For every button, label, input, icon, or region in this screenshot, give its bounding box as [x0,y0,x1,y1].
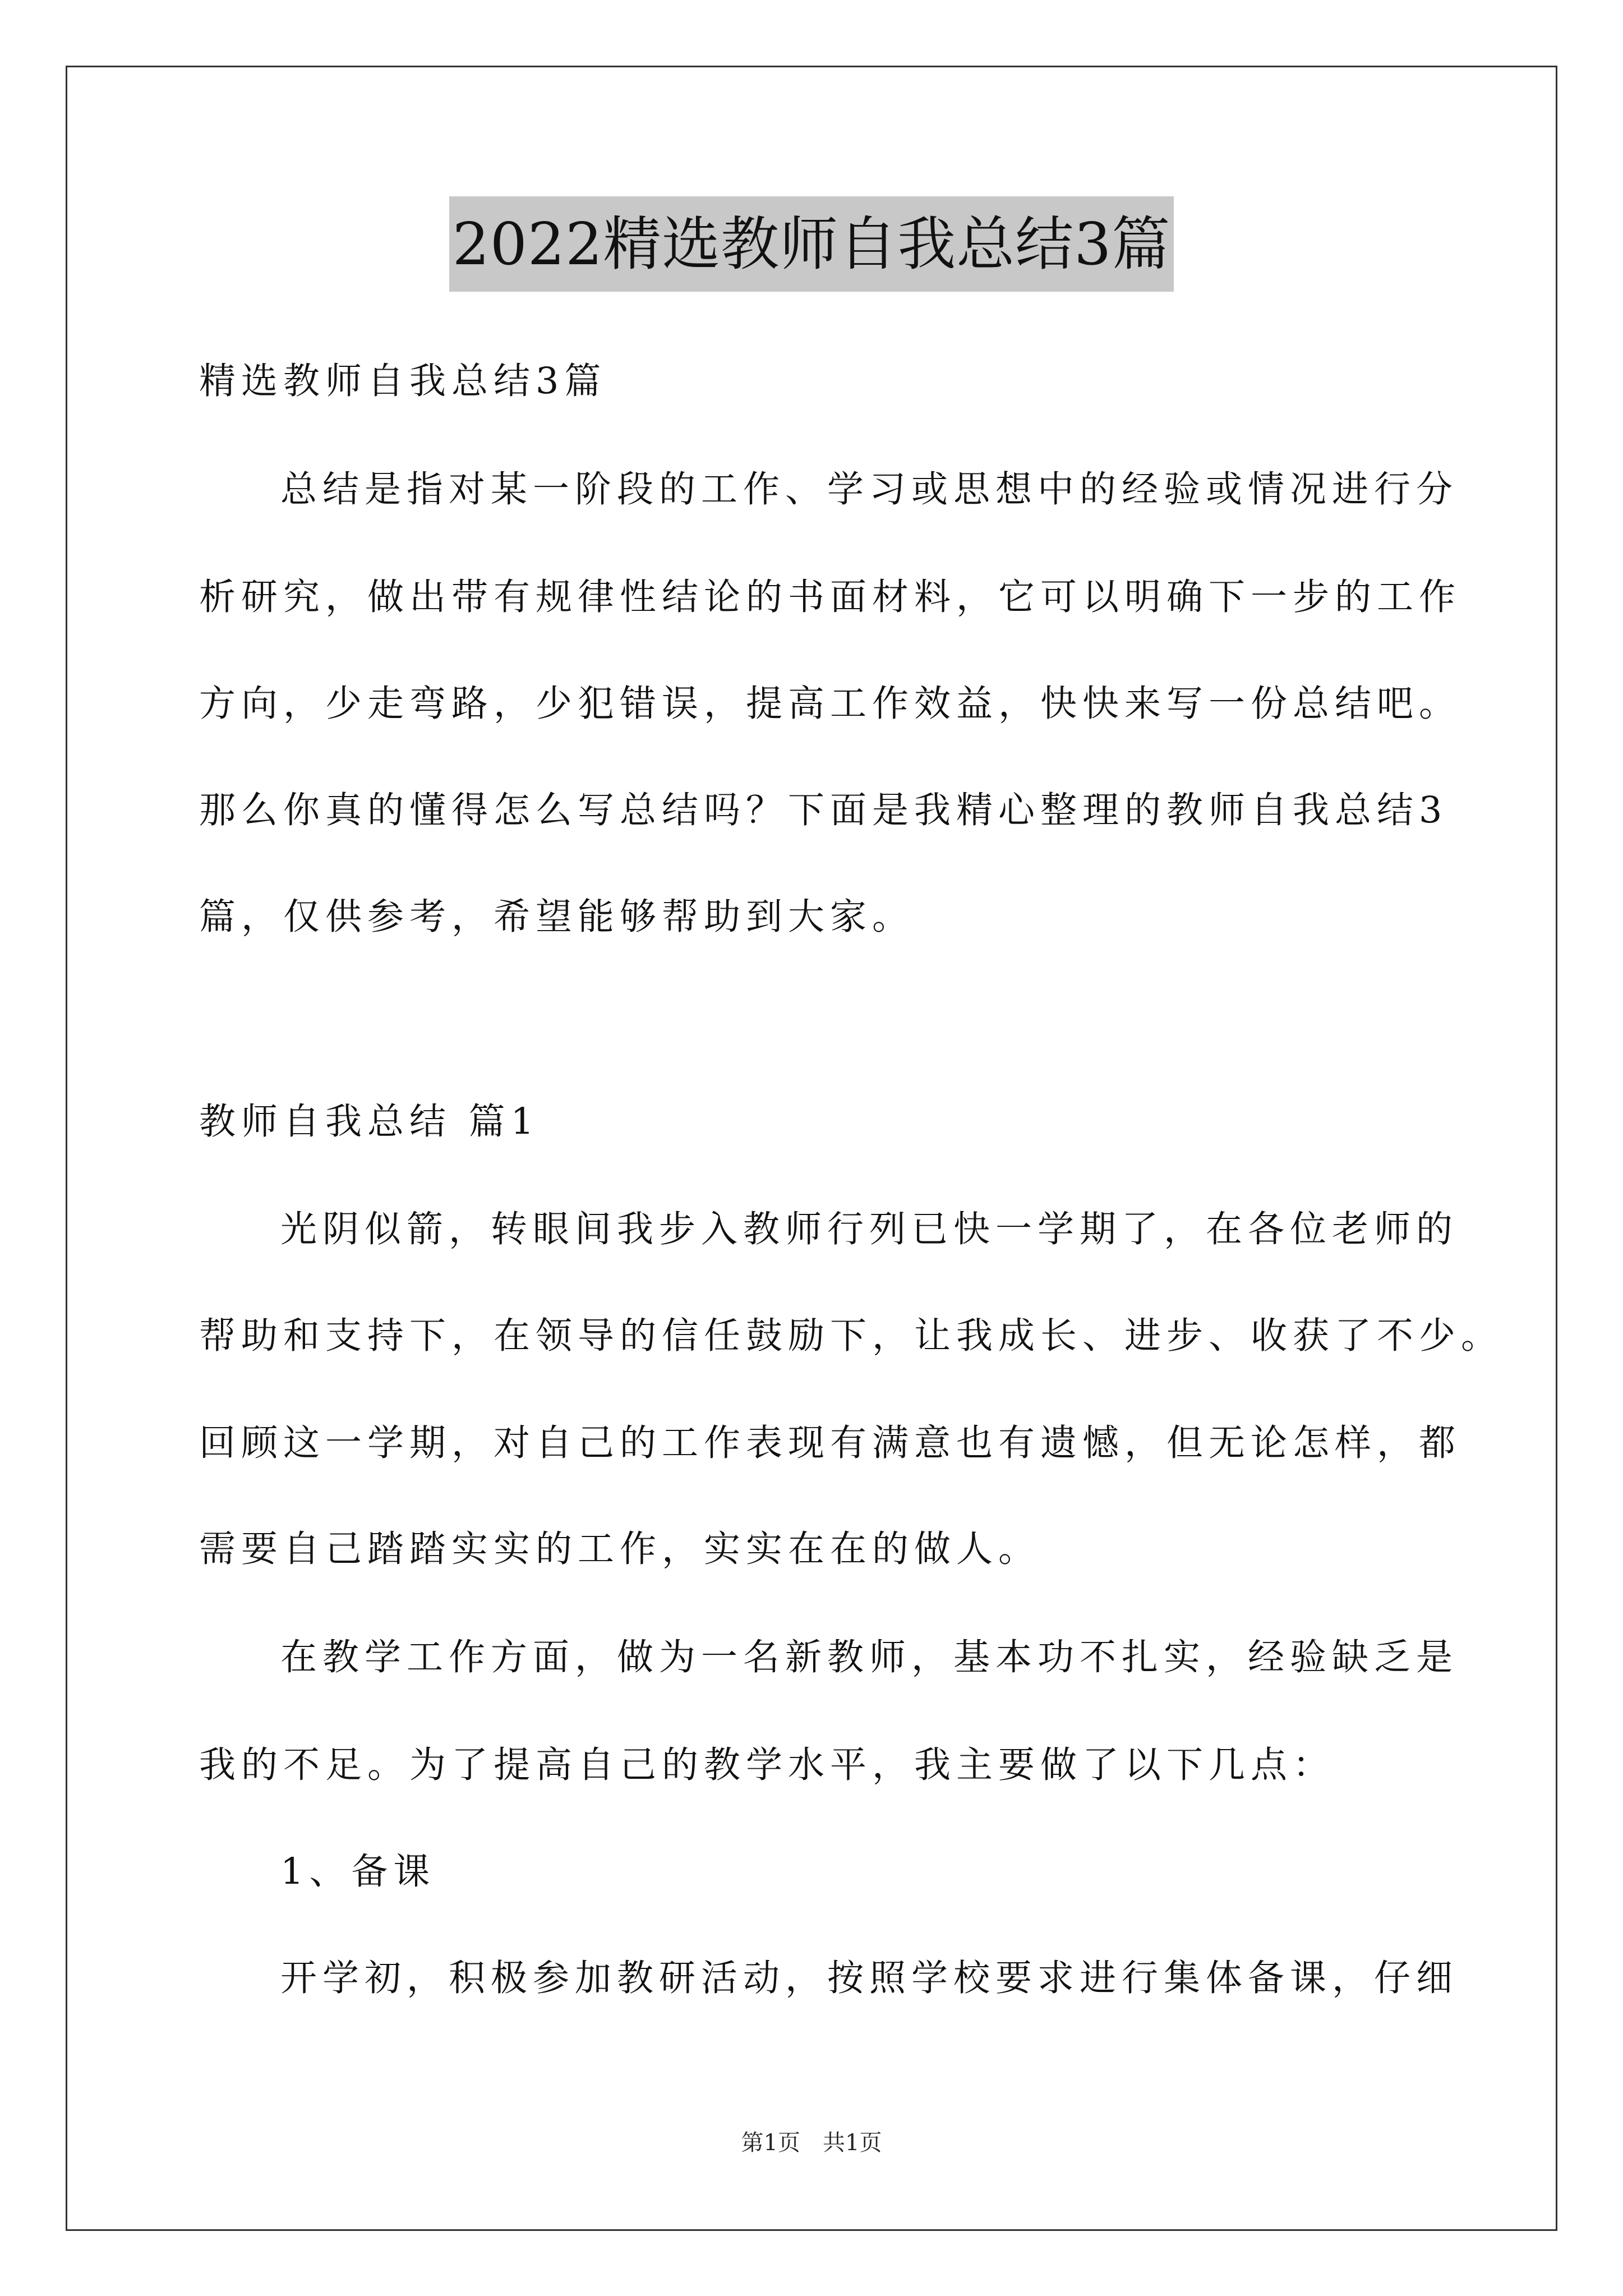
paragraph-line: 需要自己踏踏实实的工作，实实在在的做人。 [199,1528,1041,1570]
paragraph-line: 开学初，积极参加教研活动，按照学校要求进行集体备课，仔细 [280,1957,1459,1999]
paragraph-line: 在教学工作方面，做为一名新教师，基本功不扎实，经验缺乏是 [280,1636,1459,1678]
page-footer: 第1页 共1页 [741,2130,882,2156]
document-title: 2022精选教师自我总结3篇 [449,196,1174,292]
paragraph-line: 光阴似箭，转眼间我步入教师行列已快一学期了，在各位老师的 [280,1208,1459,1250]
paragraph-line: 回顾这一学期，对自己的工作表现有满意也有遗憾，但无论怎样，都 [199,1422,1461,1464]
paragraph-line: 我的不足。为了提高自己的教学水平，我主要做了以下几点： [199,1744,1335,1786]
paragraph-line: 总结是指对某一阶段的工作、学习或思想中的经验或情况进行分 [280,468,1459,510]
paragraph-line: 析研究，做出带有规律性结论的书面材料，它可以明确下一步的工作 [199,576,1461,618]
paragraph-line: 帮助和支持下，在领导的信任鼓励下，让我成长、进步、收获了不少。 [199,1315,1504,1357]
paragraph-line: 篇，仅供参考，希望能够帮助到大家。 [199,896,915,938]
section-heading: 教师自我总结 篇1 [199,1101,540,1143]
list-item-heading: 1、备课 [280,1851,436,1893]
paragraph-line: 那么你真的懂得怎么写总结吗？下面是我精心整理的教师自我总结3 [199,789,1448,831]
title-container [0,196,1623,292]
paragraph-line: 方向，少走弯路，少犯错误，提高工作效益，快快来写一份总结吧。 [199,683,1461,725]
subtitle: 精选教师自我总结3篇 [199,360,607,402]
